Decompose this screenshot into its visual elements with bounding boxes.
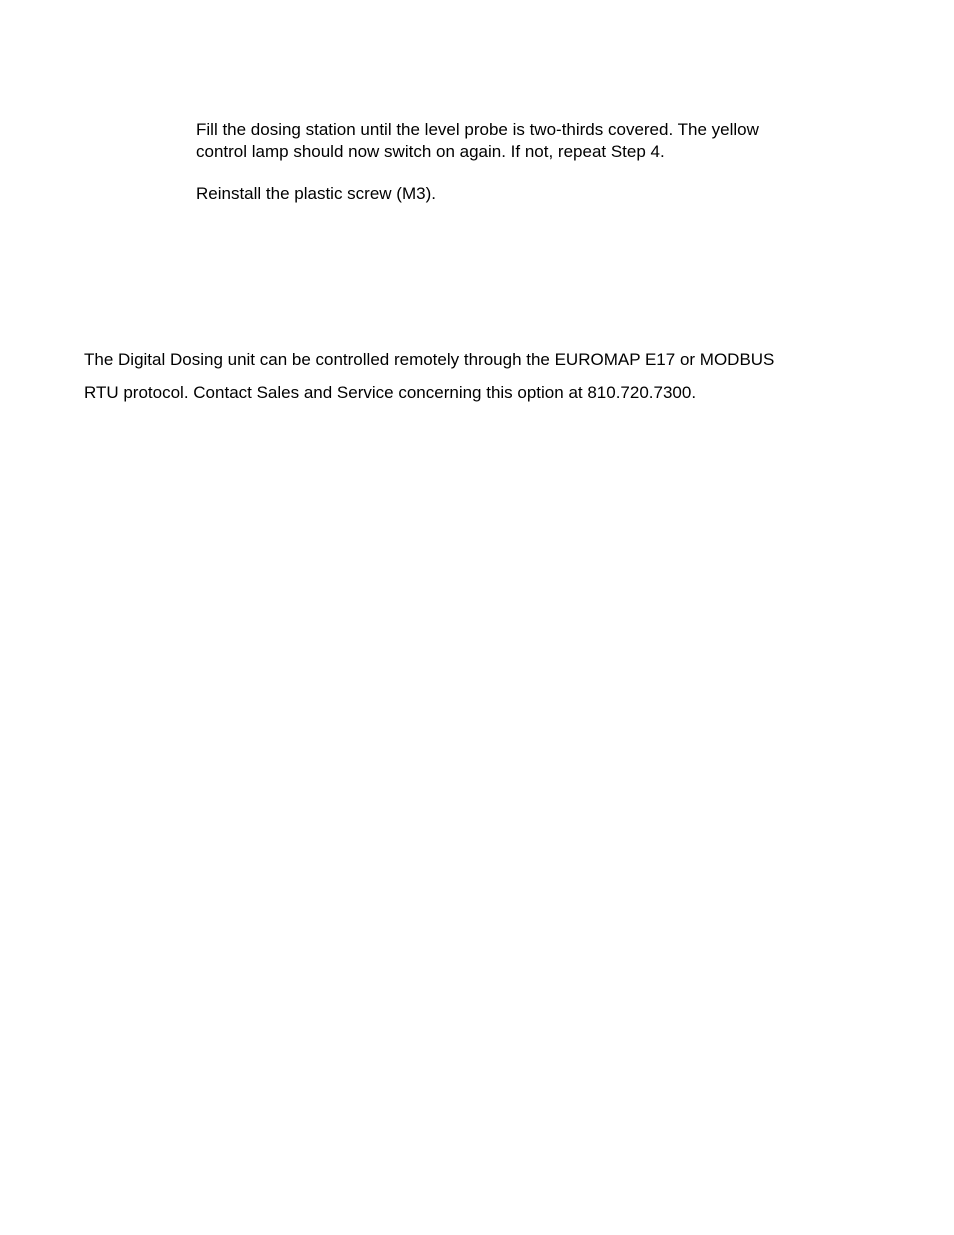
procedure-steps	[196, 119, 876, 205]
step-fill-line-2: control lamp should now switch on again. If not, repeat Step 4.	[196, 142, 665, 161]
step-reinstall-screw: Reinstall the plastic screw (M3).	[196, 184, 436, 203]
step-fill-line-1: Fill the dosing station until the level probe is two-thirds covered. The yellow	[196, 120, 759, 139]
remote-control-line-1: The Digital Dosing unit can be controlled remotely through the EUROMAP E17 or MODBUS	[84, 350, 775, 369]
remote-control-line-2: RTU protocol. Contact Sales and Service concerning this option at 810.720.7300.	[84, 383, 697, 402]
remote-control-paragraph	[84, 343, 884, 409]
step-fill-dosing-station	[196, 119, 876, 163]
